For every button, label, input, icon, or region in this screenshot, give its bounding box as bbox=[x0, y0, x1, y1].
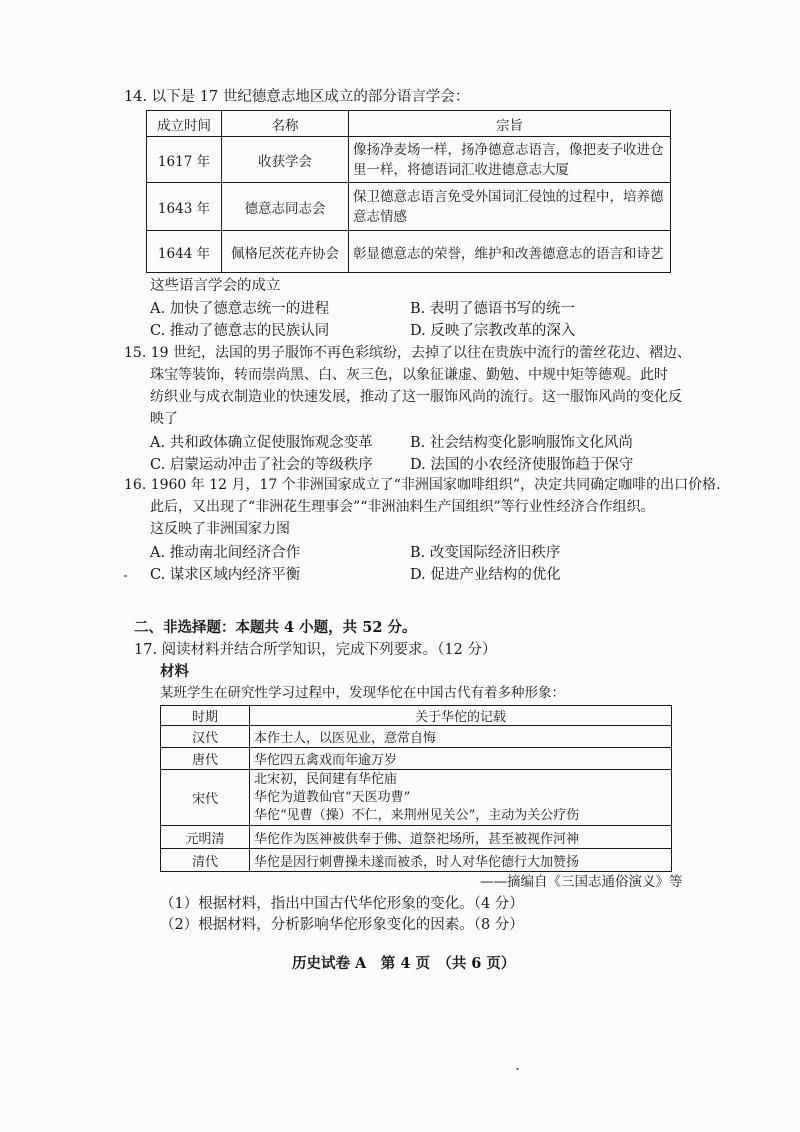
table-row bbox=[147, 183, 671, 231]
q14-header-aim: 宗旨 bbox=[349, 111, 671, 137]
q16-line1: 16. 1960 年 12 月，17 个非洲国家成立了“非洲国家咖啡组织”，决定共同确定咖啡的出口价格. bbox=[124, 477, 721, 493]
q16-line2: 此后，又出现了“非洲花生理事会”“非洲油料生产国组织”等行业性经济合作组织。 bbox=[150, 499, 655, 515]
q14-option-b: B. 表明了德语书写的统一 bbox=[410, 301, 575, 317]
q17-row3-line2: 华佗为道教仙官“天医功曹” bbox=[254, 789, 411, 805]
q14-row3-aim: 彰显德意志的荣誉，维护和改善德意志的语言和诗艺 bbox=[349, 231, 671, 273]
q15-option-a: A. 共和政体确立促使服饰观念变革 bbox=[150, 435, 373, 451]
q14-row2-name: 德意志同志会 bbox=[222, 183, 349, 231]
table-row bbox=[147, 231, 671, 273]
q14-row2-year: 1643 年 bbox=[147, 183, 222, 231]
q15-line4: 映了 bbox=[150, 411, 178, 427]
q17-row2-record: 华佗四五禽戏而年逾万岁 bbox=[250, 748, 672, 770]
q17-stem: 17. 阅读材料并结合所学知识，完成下列要求。（12 分） bbox=[134, 642, 497, 658]
q15-option-c: C. 启蒙运动冲击了社会的等级秩序 bbox=[150, 457, 373, 473]
scan-speck bbox=[516, 1068, 519, 1070]
q14-row1-aim bbox=[349, 137, 671, 183]
q14-option-a: A. 加快了德意志统一的进程 bbox=[150, 301, 330, 317]
q14-row2-aim-line1: 保卫德意志语言免受外国词汇侵蚀的过程中，培养德 bbox=[353, 188, 664, 205]
q17-header-record: 关于华佗的记载 bbox=[250, 706, 672, 726]
q17-source: ——摘编自《三国志通俗演义》等 bbox=[480, 874, 683, 890]
table-row bbox=[161, 748, 672, 770]
q14-row1-aim-line1: 像扬净麦场一样，扬净德意志语言，像把麦子收进仓 bbox=[353, 141, 664, 158]
q14-stem: 14. 以下是 17 世纪德意志地区成立的部分语言学会： bbox=[124, 89, 470, 105]
table-row bbox=[161, 726, 672, 748]
q17-material-label: 材料 bbox=[160, 663, 189, 680]
q14-option-d: D. 反映了宗教改革的深入 bbox=[410, 323, 576, 339]
table-row bbox=[161, 826, 672, 849]
q17-row1-record: 本作士人，以医见业，意常自悔 bbox=[250, 726, 672, 748]
q17-row1-period: 汉代 bbox=[161, 726, 250, 748]
q14-row3-year: 1644 年 bbox=[147, 231, 222, 273]
q17-sub1: （1）根据材料，指出中国古代华佗形象的变化。（4 分） bbox=[160, 896, 524, 912]
q14-row3-name: 佩格尼茨花卉协会 bbox=[222, 231, 349, 273]
q17-row3-period: 宋代 bbox=[161, 770, 250, 826]
q17-row3-record bbox=[250, 770, 672, 826]
q14-option-c: C. 推动了德意志的民族认同 bbox=[150, 323, 330, 339]
q14-header-name: 名称 bbox=[222, 111, 349, 137]
q15-line1: 15. 19 世纪，法国的男子服饰不再色彩缤纷，去掉了以往在贵族中流行的蕾丝花边、褶边、 bbox=[124, 345, 691, 361]
q16-option-b: B. 改变国际经济旧秩序 bbox=[410, 545, 561, 561]
q14-row2-aim-line2: 意志情感 bbox=[353, 208, 407, 225]
q14-table bbox=[146, 110, 671, 273]
q14-row1-year: 1617 年 bbox=[147, 137, 222, 183]
q17-row3-line3: 华佗“见曹（操）不仁，来荆州见关公”，主动为关公疗伤 bbox=[254, 807, 580, 823]
q17-row2-period: 唐代 bbox=[161, 748, 250, 770]
q14-header-time: 成立时间 bbox=[147, 111, 222, 137]
q15-line2: 珠宝等装饰，转而崇尚黑、白、灰三色，以象征谦虚、勤勉、中规中矩等德观。此时 bbox=[150, 367, 668, 383]
q14-row1-name: 收获学会 bbox=[222, 137, 349, 183]
section-2-heading: 二、非选择题：本题共 4 小题，共 52 分。 bbox=[134, 619, 417, 636]
q14-row1-aim-line2: 里一样，将德语词汇收进德意志大厦 bbox=[353, 161, 569, 178]
q17-sub2: （2）根据材料，分析影响华佗形象变化的因素。（8 分） bbox=[160, 917, 524, 933]
q17-row4-period: 元明清 bbox=[161, 826, 250, 849]
q17-row5-period: 清代 bbox=[161, 849, 250, 872]
q17-header-period: 时期 bbox=[161, 706, 250, 726]
q17-row5-record: 华佗是因行刺曹操未遂而被杀，时人对华佗德行大加赞扬 bbox=[250, 849, 672, 872]
table-row bbox=[161, 770, 672, 826]
table-row bbox=[161, 849, 672, 872]
q16-option-c: C. 谋求区域内经济平衡 bbox=[150, 567, 301, 583]
table-row bbox=[147, 137, 671, 183]
q14-lead: 这些语言学会的成立 bbox=[150, 278, 281, 294]
page-footer: 历史试卷 A 第 4 页 （共 6 页） bbox=[292, 955, 516, 972]
q17-row4-record: 华佗作为医神被供奉于佛、道祭祀场所，甚至被视作河神 bbox=[250, 826, 672, 849]
q17-table bbox=[160, 705, 672, 872]
q14-row2-aim bbox=[349, 183, 671, 231]
q16-option-d: D. 促进产业结构的优化 bbox=[410, 567, 561, 583]
scan-speck bbox=[124, 575, 127, 577]
q15-option-d: D. 法国的小农经济使服饰趋于保守 bbox=[410, 457, 634, 473]
q17-row3-line1: 北宋初，民间建有华佗庙 bbox=[254, 771, 398, 787]
q16-option-a: A. 推动南北间经济合作 bbox=[150, 545, 301, 561]
q17-material-intro: 某班学生在研究性学习过程中，发现华佗在中国古代有着多种形象： bbox=[160, 685, 565, 701]
q16-line3: 这反映了非洲国家力图 bbox=[150, 521, 290, 537]
q15-line3: 纺织业与成衣制造业的快速发展，推动了这一服饰风尚的流行。这一服饰风尚的变化反 bbox=[150, 389, 682, 405]
q15-option-b: B. 社会结构变化影响服饰文化风尚 bbox=[410, 435, 633, 451]
